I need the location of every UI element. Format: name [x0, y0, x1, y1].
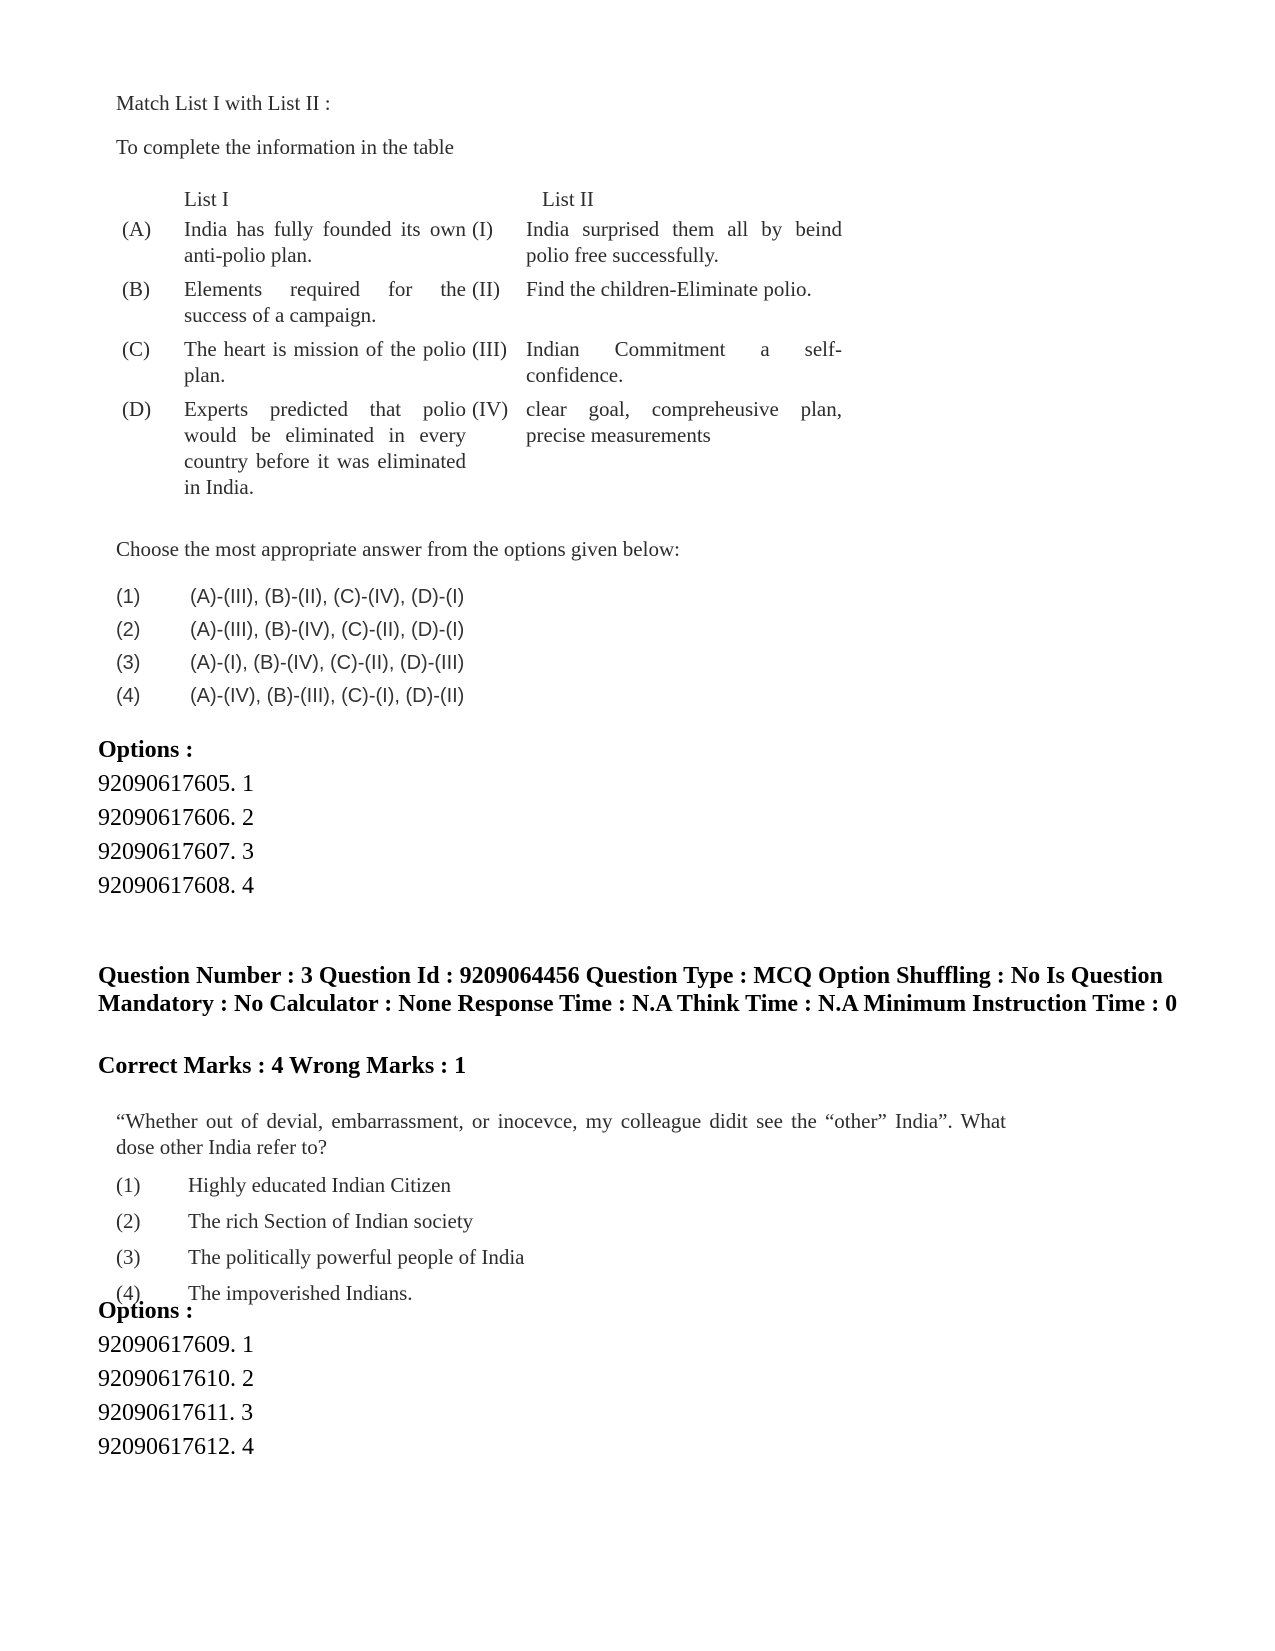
option-item: 92090617609. 1	[98, 1332, 254, 1358]
answer-item	[116, 586, 916, 619]
choice-item	[116, 1244, 916, 1280]
answer-number: (3)	[116, 652, 141, 674]
answer-text: (A)-(IV), (B)-(III), (C)-(I), (D)-(II)	[190, 685, 465, 707]
match-row-c	[122, 336, 882, 388]
answer-item	[116, 619, 916, 652]
answer-number: (4)	[116, 685, 141, 707]
choice-text: The rich Section of Indian society	[188, 1209, 474, 1233]
option-item: 92090617610. 2	[98, 1366, 254, 1392]
option-item: 92090617605. 1	[98, 771, 254, 797]
list1-label: (D)	[122, 397, 152, 421]
list1-text: Experts predicted that polio would be eliminated in every country before it was eliminated in India.	[184, 397, 466, 499]
option-item: 92090617612. 4	[98, 1434, 254, 1460]
choice-number: (1)	[116, 1173, 141, 1197]
list1-label: (C)	[122, 337, 150, 361]
choice-number: (4)	[116, 1281, 141, 1305]
options-title: Options :	[98, 737, 194, 763]
list1-text: Elements required for the success of a campaign.	[184, 277, 466, 327]
answer-number: (1)	[116, 586, 141, 608]
options-title: Options :	[98, 1298, 194, 1324]
match-answer-list	[116, 586, 916, 718]
answer-number: (2)	[116, 619, 141, 641]
list2-label: (II)	[472, 277, 500, 301]
option-item: 92090617607. 3	[98, 839, 254, 865]
list1-label: (A)	[122, 217, 152, 241]
options-list-q3	[98, 1294, 254, 1464]
answer-item	[116, 652, 916, 685]
match-row-b	[122, 276, 882, 328]
choice-text: The impoverished Indians.	[188, 1281, 413, 1305]
match-instruction: Match List I with List II :	[116, 91, 331, 115]
answer-text: (A)-(III), (B)-(II), (C)-(IV), (D)-(I)	[190, 586, 465, 608]
list2-label: (IV)	[472, 397, 509, 421]
option-item: 92090617611. 3	[98, 1400, 254, 1426]
answer-text: (A)-(I), (B)-(IV), (C)-(II), (D)-(III)	[190, 652, 465, 674]
match-row-d	[122, 396, 882, 500]
option-item: 92090617608. 4	[98, 873, 254, 899]
answer-item	[116, 685, 916, 718]
match-question-intro	[116, 90, 876, 178]
choice-text: Highly educated Indian Citizen	[188, 1173, 452, 1197]
answer-text: (A)-(III), (B)-(IV), (C)-(II), (D)-(I)	[190, 619, 465, 641]
choice-number: (3)	[116, 1245, 141, 1269]
list2-text: Find the children-Eliminate polio.	[526, 277, 812, 301]
match-table	[122, 186, 882, 508]
list2-label: (I)	[472, 217, 493, 241]
question-marks: Correct Marks : 4 Wrong Marks : 1	[98, 1053, 467, 1079]
match-row-a	[122, 216, 882, 268]
list1-text: India has fully founded its own anti-polio plan.	[184, 217, 466, 267]
question-text: “Whether out of devial, embarrassment, or inocevce, my colleague didit see the “other” India”. What dose other India refer to?	[116, 1109, 1006, 1159]
list2-text: clear goal, compreheusive plan, precise measurements	[526, 397, 842, 447]
options-list-q2	[98, 733, 254, 903]
choose-prompt: Choose the most appropriate answer from the options given below:	[116, 537, 680, 561]
list2-label: (III)	[472, 337, 507, 361]
list1-label: (B)	[122, 277, 150, 301]
choice-text: The politically powerful people of India	[188, 1245, 525, 1269]
choice-item	[116, 1172, 916, 1208]
list2-header: List II	[542, 187, 594, 211]
choice-item	[116, 1208, 916, 1244]
list2-text: Indian Commitment a self-confidence.	[526, 337, 842, 387]
match-subtitle: To complete the information in the table	[116, 135, 454, 159]
match-table-header	[122, 186, 882, 216]
list2-text: India surprised them all by beind polio free successfully.	[526, 217, 842, 267]
option-item: 92090617606. 2	[98, 805, 254, 831]
question-meta: Question Number : 3 Question Id : 9209064456 Question Type : MCQ Option Shuffling : No Is Question Mandatory : No Calculator : None Response Time : N.A Think Time : N.A Minimum Instruction Time : 0	[98, 963, 1178, 1017]
list1-header: List I	[184, 187, 229, 211]
list1-text: The heart is mission of the polio plan.	[184, 337, 466, 387]
choice-number: (2)	[116, 1209, 141, 1233]
